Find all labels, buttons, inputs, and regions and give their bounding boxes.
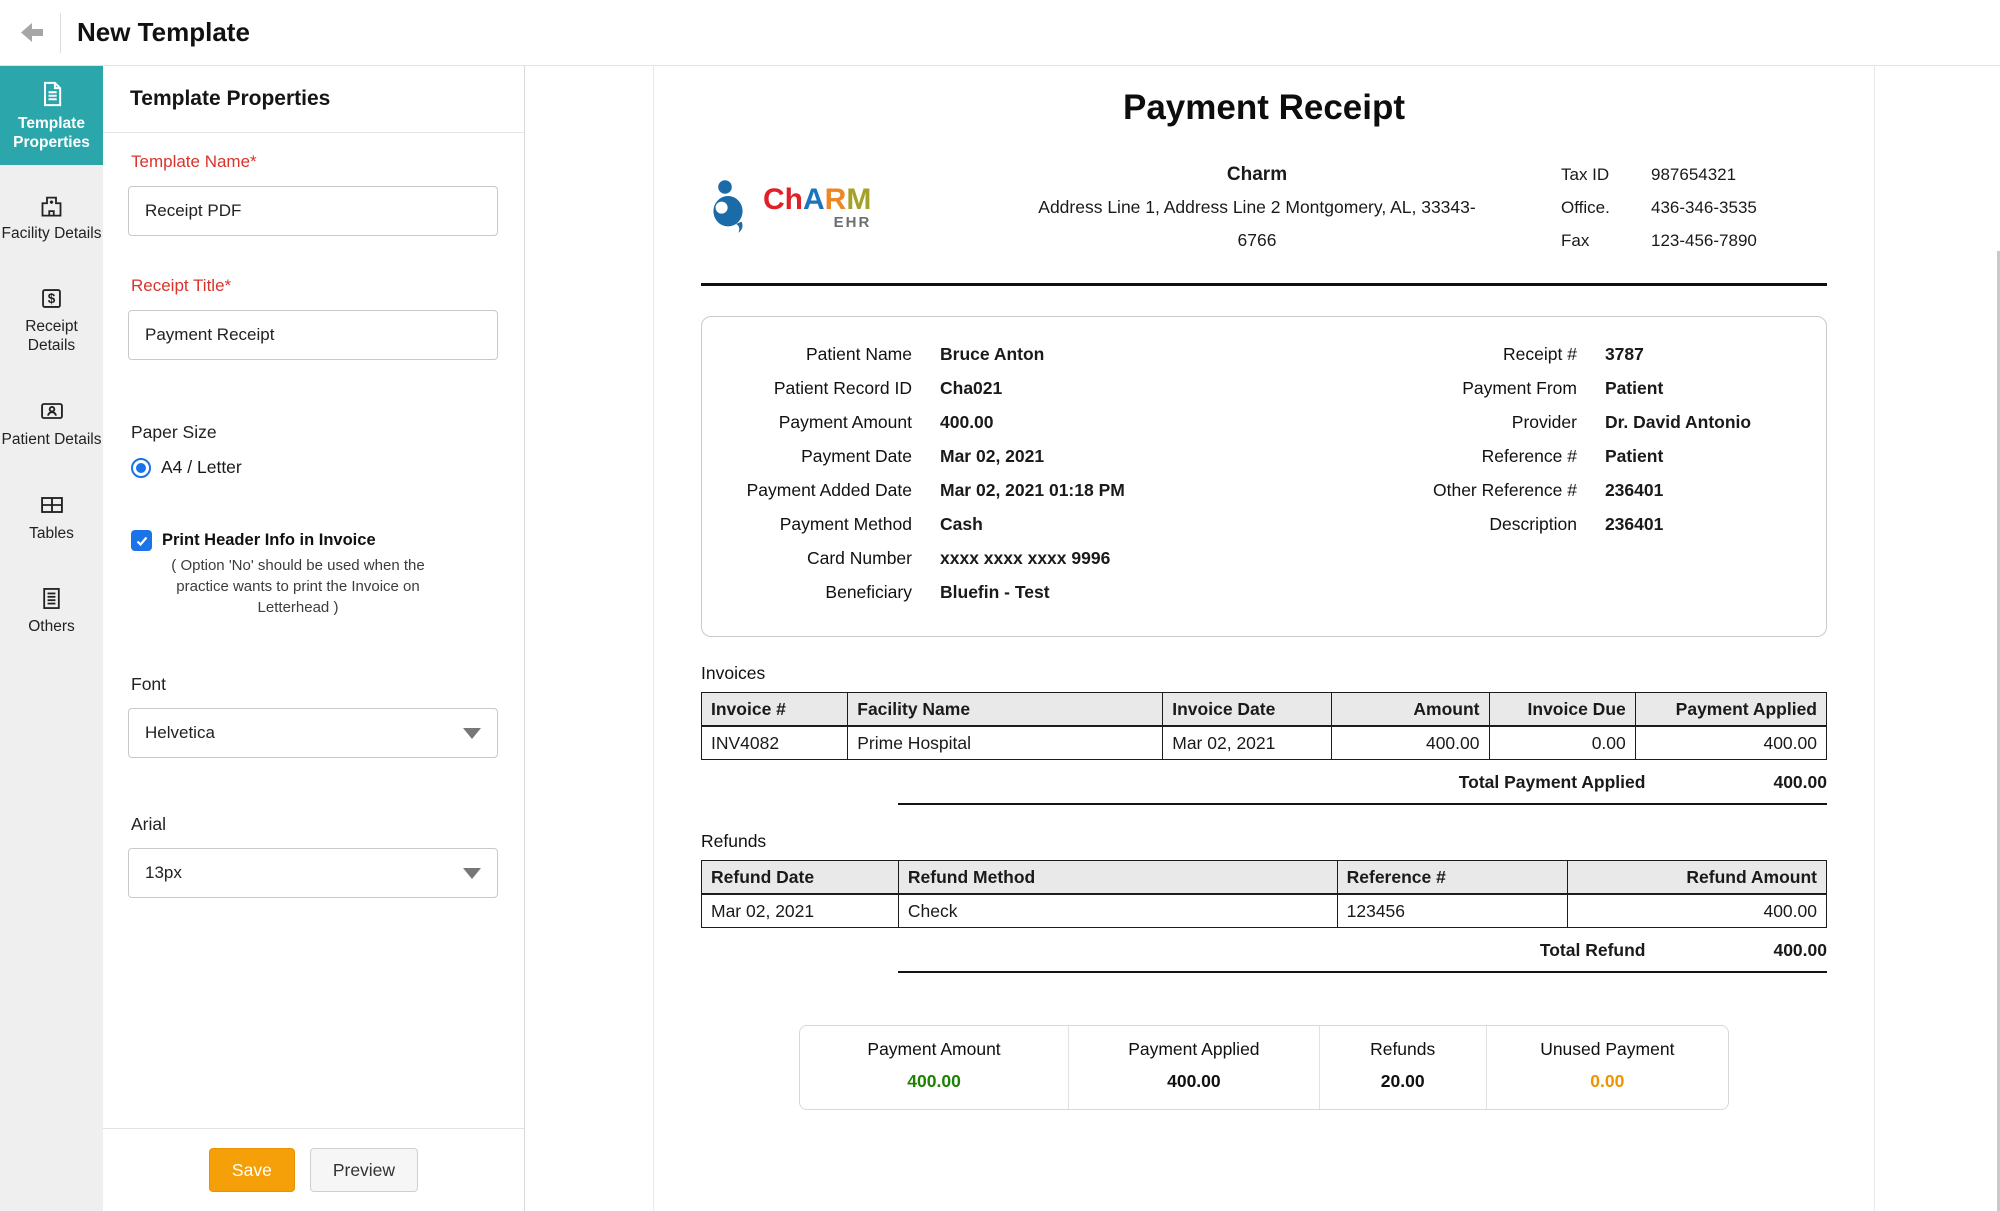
template-properties-icon [38, 80, 66, 108]
practice-address-line1: Address Line 1, Address Line 2 Montgomery, AL, 33343- [1038, 197, 1476, 217]
radio-selected-icon [131, 458, 151, 478]
sidebar-item-label: Template Properties [13, 115, 90, 151]
receipt-title-label: Receipt Title* [131, 276, 232, 295]
panel-footer [103, 1128, 524, 1211]
refund-row: Mar 02, 2021 Check 123456 400.00 [702, 894, 1827, 928]
summary-refunds: Refunds 20.00 [1320, 1026, 1487, 1109]
print-header-label: Print Header Info in Invoice [162, 531, 376, 549]
facility-details-icon [38, 192, 65, 219]
sidebar-item-label: Others [28, 618, 75, 635]
others-icon [38, 585, 65, 612]
charm-person-icon [701, 178, 755, 238]
panel-title: Template Properties [103, 66, 524, 133]
sidebar-item-facility-details[interactable] [0, 192, 103, 243]
header-rule [701, 283, 1827, 286]
payment-details-box [701, 316, 1827, 637]
sidebar-item-patient-details[interactable] [0, 397, 103, 449]
payment-details-right: Receipt # 3787 Payment From Patient Provider Dr. David Antonio Reference # Patient Other Reference # 236401 Description 236401 [1432, 344, 1752, 534]
preview-area [525, 66, 2000, 1211]
save-button[interactable]: Save [209, 1148, 295, 1192]
invoices-table: Invoice # Facility Name Invoice Date Amount Invoice Due Payment Applied INV4082 Prime Hospital Mar 02, 2021 400.00 0.00 400.00 [701, 692, 1827, 760]
total-refund-rule [898, 971, 1827, 973]
contact-label: Office. [1561, 198, 1610, 217]
font-size-select-value: 13px [145, 863, 182, 882]
sidebar-item-receipt-details[interactable] [0, 285, 103, 355]
svg-text:$: $ [47, 291, 56, 306]
sidebar-item-tables[interactable] [0, 491, 103, 543]
paper-size-radio-a4-letter[interactable] [131, 457, 499, 478]
invoices-section-label: Invoices [701, 663, 766, 683]
font-size-select[interactable] [128, 848, 498, 898]
practice-address-line2: 6766 [1237, 230, 1277, 250]
font-label: Font [131, 674, 167, 694]
template-name-input[interactable] [128, 186, 498, 236]
contact-value: 123-456-7890 [1651, 231, 1757, 250]
panel-form [103, 133, 524, 1128]
preview-button[interactable]: Preview [310, 1148, 418, 1192]
font-select-value: Helvetica [145, 723, 215, 742]
receipt-page [653, 66, 1875, 1211]
charm-logo-text: ChARM EHR [763, 182, 872, 231]
refunds-table: Refund Date Refund Method Reference # Refund Amount Mar 02, 2021 Check 123456 400.00 [701, 860, 1827, 928]
sidebar-item-template-properties[interactable] [0, 66, 103, 165]
back-arrow-icon [18, 18, 48, 48]
summary-unused-payment: Unused Payment 0.00 [1540, 1039, 1675, 1091]
paper-size-label: Paper Size [131, 422, 217, 442]
topbar-divider [60, 13, 61, 53]
font-size-label: Arial [131, 814, 167, 834]
summary-payment-amount: Payment Amount 400.00 [800, 1026, 1069, 1109]
practice-contacts [1561, 158, 1827, 257]
template-name-label: Template Name* [131, 152, 257, 171]
checkbox-checked-icon [131, 530, 152, 551]
font-select[interactable] [128, 708, 498, 758]
top-bar [0, 0, 2000, 66]
chevron-down-icon [463, 728, 481, 739]
charm-logo-sub: EHR [833, 213, 872, 231]
contact-value: 987654321 [1651, 165, 1737, 184]
charm-logo [701, 178, 953, 238]
total-refund-row: Total Refund 400.00 [1539, 940, 1827, 960]
sidebar [0, 66, 103, 1211]
receipt-header [701, 158, 1827, 257]
practice-name: Charm [1226, 164, 1288, 185]
contact-value: 436-346-3535 [1651, 198, 1757, 217]
template-properties-panel [103, 66, 525, 1211]
chevron-down-icon [463, 868, 481, 879]
print-header-note: ( Option 'No' should be used when the practice wants to print the Invoice on Letterhead ) [171, 557, 425, 616]
receipt-title: Payment Receipt [1122, 88, 1406, 127]
payment-summary [799, 1025, 1729, 1110]
refunds-section-label: Refunds [701, 831, 767, 851]
sidebar-item-label: Patient Details [1, 431, 102, 448]
total-payment-applied-row: Total Payment Applied 400.00 [1458, 772, 1827, 792]
paper-size-option-label: A4 / Letter [161, 457, 242, 477]
back-button[interactable] [16, 16, 50, 50]
sidebar-item-others[interactable] [0, 585, 103, 636]
invoice-row: INV4082 Prime Hospital Mar 02, 2021 400.00 0.00 400.00 [702, 726, 1827, 760]
total-payment-applied-rule [898, 803, 1827, 805]
tables-icon [38, 491, 66, 519]
contact-label: Fax [1561, 231, 1590, 250]
sidebar-item-label: Facility Details [1, 225, 102, 242]
sidebar-item-label: Tables [29, 525, 74, 542]
page-title: New Template [77, 17, 250, 47]
sidebar-item-label: Receipt Details [25, 318, 78, 354]
receipt-details-icon [38, 285, 65, 312]
patient-details-icon [38, 397, 66, 425]
print-header-checkbox-row[interactable] [131, 530, 499, 551]
contact-label: Tax ID [1561, 165, 1610, 184]
practice-info [953, 158, 1561, 257]
receipt-title-input[interactable] [128, 310, 498, 360]
summary-payment-applied: Payment Applied 400.00 [1069, 1026, 1320, 1109]
payment-details-left: Patient Name Bruce Anton Patient Record ID Cha021 Payment Amount 400.00 Payment Date Mar 02, 2021 Payment Added Date Mar 02, 2021 01:18 PM Payment Method Cash Card Number xxxx xxxx xxxx 9996 Beneficiary Bluefin - Test [746, 344, 1125, 602]
